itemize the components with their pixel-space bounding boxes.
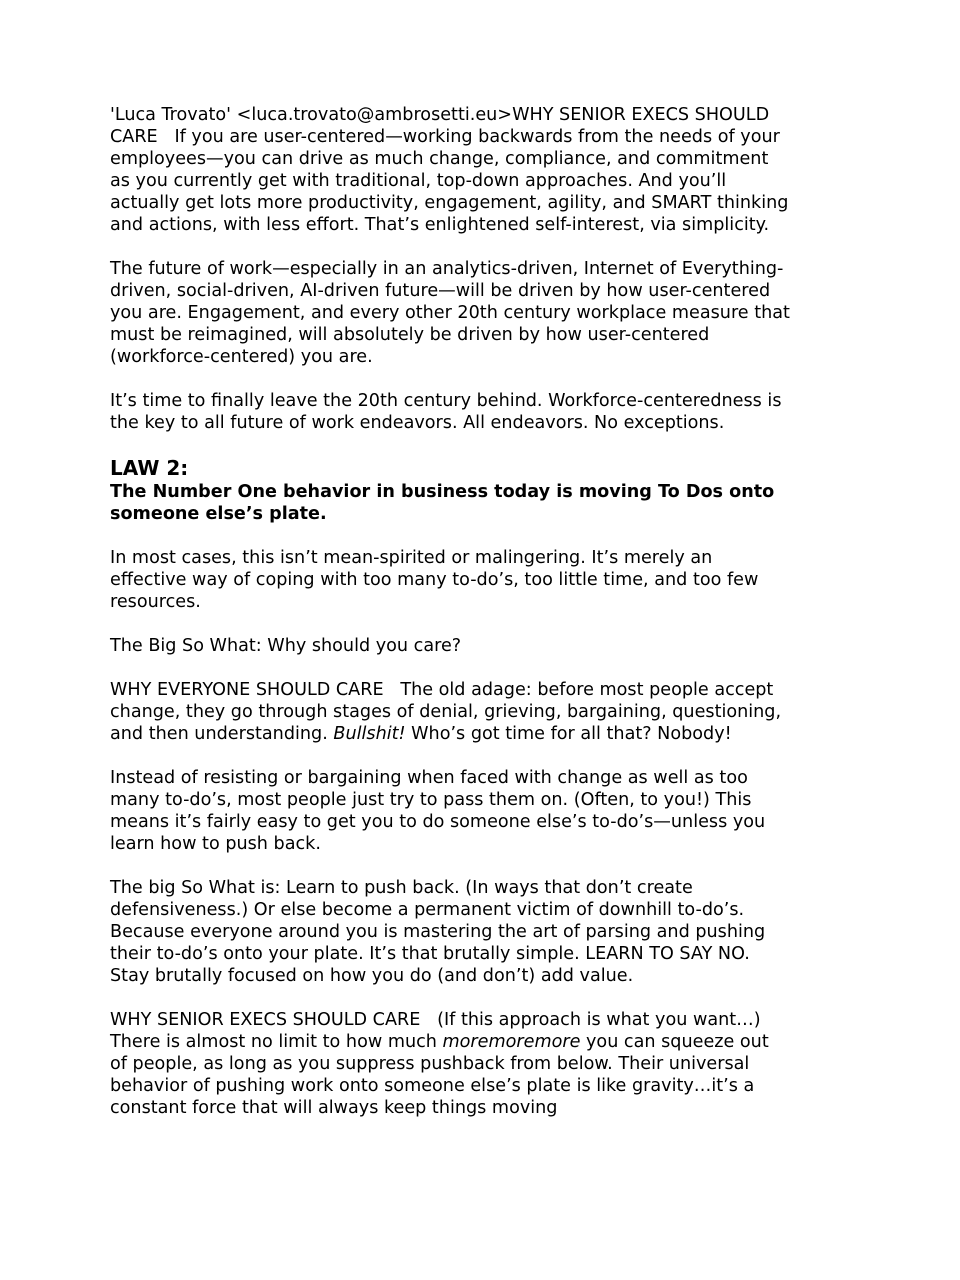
- paragraph-future-of-work: The future of work—especially in an analytics-driven, Internet of Everything-driven, social-driven, AI-driven future—will be driven by how user-centered you are. Engagement, and every other 20th century workplace measure that must be reimagined, will absolutely be driven by how user-centered (workforce-centered) you are.: [110, 259, 790, 367]
- paragraph-leave-20th-century: It’s time to finally leave the 20th century behind. Workforce-centeredness is the key to all future of work endeavors. All endeavors. No exceptions.: [110, 391, 782, 433]
- paragraph-resisting: Instead of resisting or bargaining when faced with change as well as too many to-do’s, most people just try to pass them on. (Often, to you!) This means it’s fairly easy to get you to do someone else’s to-do’s—unless you learn how to push back.: [110, 768, 766, 854]
- paragraph-big-so-what: The Big So What: Why should you care?: [110, 636, 462, 656]
- paragraph-text: you can squeeze out of people, as long as you suppress pushback from below. Their universal behavior of pushing work onto someone else’s plate is like gravity…it’s a constant force that will always keep things moving: [110, 1032, 769, 1118]
- paragraph-text: Who’s got time for all that? Nobody!: [411, 724, 732, 744]
- paragraph-everyone-care: [110, 679, 790, 745]
- paragraph-senior-execs-1: [110, 104, 790, 236]
- emphasis-text: Bullshit!: [333, 724, 406, 744]
- section-heading: WHY SENIOR EXECS SHOULD CARE: [110, 1010, 421, 1030]
- section-heading: WHY EVERYONE SHOULD CARE: [110, 680, 384, 700]
- paragraph-text: The old adage: before most people accept change, they go through stages of denial, grieving, bargaining, questioning, and then understanding.: [110, 680, 782, 744]
- law-statement: The Number One behavior in business today is moving To Dos onto someone else’s plate.: [110, 482, 775, 524]
- paragraph-senior-execs-2: [110, 1009, 790, 1119]
- section-heading: WHY SENIOR EXECS SHOULD CARE: [110, 105, 770, 147]
- paragraph-push-back: The big So What is: Learn to push back. (In ways that don’t create defensiveness.) Or else become a permanent victim of downhill to-do’s. Because everyone around you is mastering the art of parsing and pushing their to-do’s onto your plate. It’s that brutally simple. LEARN TO SAY NO. Stay brutally focused on how you do (and don’t) add value.: [110, 878, 766, 986]
- email-sender: 'Luca Trovato' <luca.trovato@ambrosetti.eu>: [110, 105, 513, 125]
- paragraph-mean-spirited: In most cases, this isn’t mean-spirited or malingering. It’s merely an effective way of coping with too many to-do’s, too little time, and too few resources.: [110, 548, 759, 612]
- document-body: [110, 104, 790, 1141]
- paragraph-text: (If this approach is what you want…) There is almost no limit to how much: [110, 1010, 761, 1052]
- law-title: LAW 2:: [110, 456, 189, 480]
- emphasis-text: moremoremore: [442, 1032, 581, 1052]
- paragraph-text: If you are user-centered—working backwards from the needs of your employees—you can drive as much change, compliance, and commitment as you currently get with traditional, top-down approaches. And you’ll actually get lots more productivity, engagement, agility, and SMART thinking and actions, with less effort. That’s enlightened self-interest, via simplicity.: [110, 127, 789, 235]
